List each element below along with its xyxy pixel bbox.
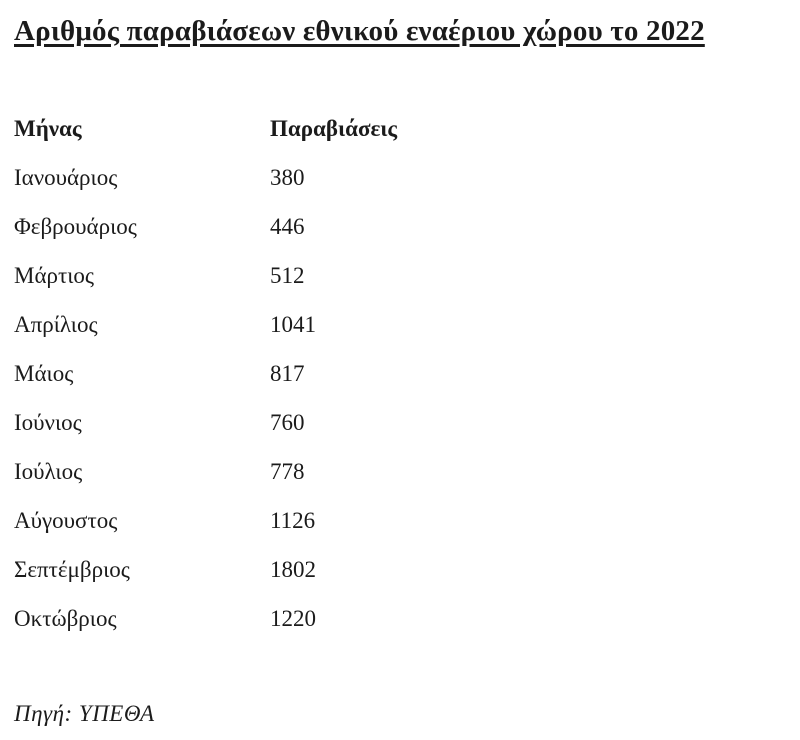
table-row (14, 447, 786, 496)
month-cell: Ιούνιος (14, 409, 82, 435)
violations-cell: 1220 (270, 605, 316, 631)
column-header-month: Μήνας (14, 115, 82, 141)
month-cell: Μάιος (14, 360, 74, 386)
month-cell: Μάρτιος (14, 262, 95, 288)
month-cell: Αύγουστος (14, 507, 118, 533)
source-note: Πηγή: ΥΠΕΘΑ (14, 700, 155, 726)
violations-cell: 446 (270, 213, 305, 239)
month-cell: Ιανουάριος (14, 164, 118, 190)
table-row (14, 594, 786, 643)
table-row (14, 251, 786, 300)
table-row (14, 496, 786, 545)
month-cell: Σεπτέμβριος (14, 556, 130, 582)
table-row (14, 398, 786, 447)
violations-table (14, 104, 786, 643)
page-title: Αριθμός παραβιάσεων εθνικού εναέριου χώρου το 2022 (14, 15, 705, 47)
month-cell: Ιούλιος (14, 458, 83, 484)
column-header-violations: Παραβιάσεις (270, 115, 398, 141)
violations-cell: 380 (270, 164, 305, 190)
violations-cell: 1802 (270, 556, 316, 582)
violations-cell: 1126 (270, 507, 316, 533)
month-cell: Φεβρουάριος (14, 213, 137, 239)
violations-cell: 512 (270, 262, 305, 288)
month-cell: Απρίλιος (14, 311, 98, 337)
table-row (14, 202, 786, 251)
table-row (14, 300, 786, 349)
violations-cell: 1041 (270, 311, 316, 337)
violations-cell: 778 (270, 458, 305, 484)
month-cell: Οκτώβριος (14, 605, 117, 631)
table-row (14, 153, 786, 202)
table-header-row (14, 104, 786, 153)
table-row (14, 545, 786, 594)
violations-cell: 817 (270, 360, 305, 386)
table-row (14, 349, 786, 398)
violations-cell: 760 (270, 409, 305, 435)
